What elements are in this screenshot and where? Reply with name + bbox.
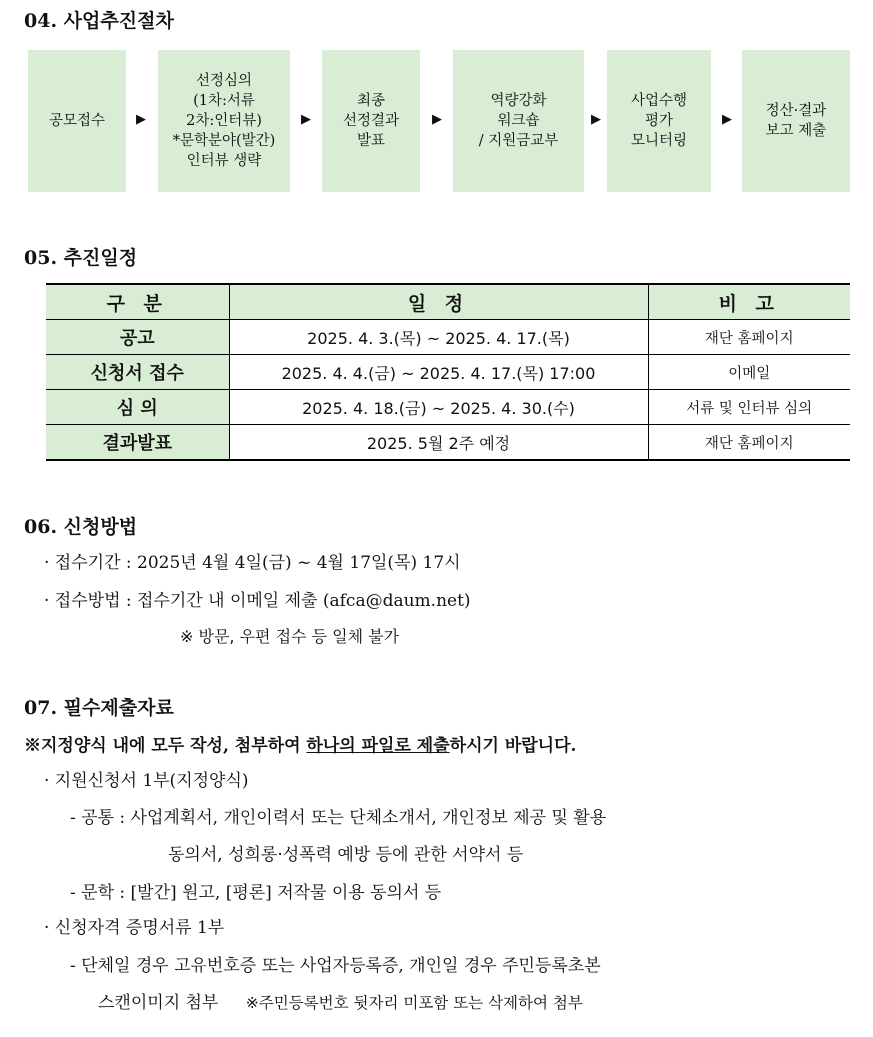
- arrow-icon: ▶: [591, 112, 601, 127]
- arrow-icon: ▶: [136, 112, 146, 127]
- flow-step-5-line: 모니터링: [630, 133, 688, 149]
- common-docs-line-2: 동의서, 성희롱·성폭력 예방 등에 관한 서약서 등: [168, 845, 524, 865]
- row-note: 재단 홈페이지: [648, 320, 850, 355]
- flow-step-3: [322, 50, 420, 192]
- flow-step-6-line: 정산·결과: [765, 103, 827, 119]
- flow-step-6: [742, 50, 850, 192]
- row-date: 2025. 4. 3.(목) ~ 2025. 4. 17.(목): [229, 320, 648, 355]
- notice-text: ※지정양식 내에 모두 작성, 첨부하여: [24, 736, 307, 756]
- section-05-title: 05. 추진일정: [24, 247, 138, 269]
- flow-step-3-line: 최종: [356, 93, 385, 109]
- section-04-title: 04. 사업추진절차: [24, 10, 174, 32]
- flow-step-6-line: 보고 제출: [765, 123, 827, 139]
- row-note: 이메일: [648, 355, 850, 390]
- flow-step-3-line: 선정결과: [342, 113, 400, 129]
- proof-main-text: 스캔이미지 첨부: [98, 993, 219, 1013]
- common-docs-line-1: - 공통 : 사업계획서, 개인이력서 또는 단체소개서, 개인정보 제공 및 활용: [70, 808, 607, 828]
- row-category: 공고: [46, 320, 229, 355]
- literature-docs: - 문학 : [발간] 원고, [평론] 저작물 이용 동의서 등: [70, 883, 442, 903]
- flow-step-1: [28, 50, 126, 192]
- application-note: ※ 방문, 우편 접수 등 일체 불가: [180, 627, 400, 646]
- section-06-title: 06. 신청방법: [24, 516, 138, 538]
- notice-text: 하시기 바랍니다.: [449, 736, 577, 756]
- flow-step-5: [607, 50, 711, 192]
- row-note: 서류 및 인터뷰 심의: [648, 390, 850, 425]
- table-header-row: [46, 284, 850, 320]
- row-category: 결과발표: [46, 425, 229, 461]
- application-period: · 접수기간 : 2025년 4월 4일(금) ~ 4월 17일(목) 17시: [44, 553, 461, 573]
- arrow-icon: ▶: [432, 112, 442, 127]
- arrow-icon: ▶: [722, 112, 732, 127]
- flow-step-4-line: 워크숍: [497, 113, 540, 129]
- flow-step-2-line: 2차:인터뷰): [186, 113, 262, 129]
- proof-docs-line-1: - 단체일 경우 고유번호증 또는 사업자등록증, 개인일 경우 주민등록초본: [70, 956, 601, 976]
- header-category: 구 분: [46, 284, 229, 320]
- flow-step-4: [453, 50, 584, 192]
- flow-step-2-line: *문학분야(발간): [172, 133, 276, 149]
- flow-step-2-line: 선정심의: [195, 73, 252, 89]
- proof-note-text: ※주민등록번호 뒷자리 미포함 또는 삭제하여 첨부: [245, 994, 583, 1012]
- required-item-2: · 신청자격 증명서류 1부: [44, 918, 225, 938]
- flow-step-4-line: / 지원금교부: [478, 133, 559, 149]
- row-note: 재단 홈페이지: [648, 425, 850, 461]
- submission-notice: [24, 731, 576, 756]
- schedule-table: [46, 283, 850, 461]
- application-method: · 접수방법 : 접수기간 내 이메일 제출 (afca@daum.net): [44, 591, 471, 611]
- table-row: [46, 390, 850, 425]
- table-row: [46, 355, 850, 390]
- notice-underlined-text: 하나의 파일로 제출: [306, 736, 450, 756]
- flow-step-3-line: 발표: [356, 133, 385, 149]
- flow-step-4-line: 역량강화: [490, 93, 547, 109]
- flow-step-2-line: (1차:서류: [193, 93, 255, 109]
- row-date: 2025. 5월 2주 예정: [229, 425, 648, 461]
- row-date: 2025. 4. 18.(금) ~ 2025. 4. 30.(수): [229, 390, 648, 425]
- proof-docs-line-2: [98, 988, 583, 1013]
- section-07-title: 07. 필수제출자료: [24, 697, 174, 719]
- row-date: 2025. 4. 4.(금) ~ 2025. 4. 17.(목) 17:00: [229, 355, 648, 390]
- flow-step-2-line: 인터뷰 생략: [186, 153, 262, 169]
- row-category: 신청서 접수: [46, 355, 229, 390]
- table-row: [46, 425, 850, 461]
- required-item-1: · 지원신청서 1부(지정양식): [44, 771, 249, 791]
- flow-step-2: [158, 50, 290, 192]
- row-category: 심 의: [46, 390, 229, 425]
- header-note: 비 고: [648, 284, 850, 320]
- flow-step-1-line: 공모접수: [48, 113, 106, 129]
- flow-step-5-line: 평가: [644, 113, 673, 129]
- arrow-icon: ▶: [301, 112, 311, 127]
- table-row: [46, 320, 850, 355]
- flow-step-5-line: 사업수행: [630, 93, 688, 109]
- header-schedule: 일 정: [229, 284, 648, 320]
